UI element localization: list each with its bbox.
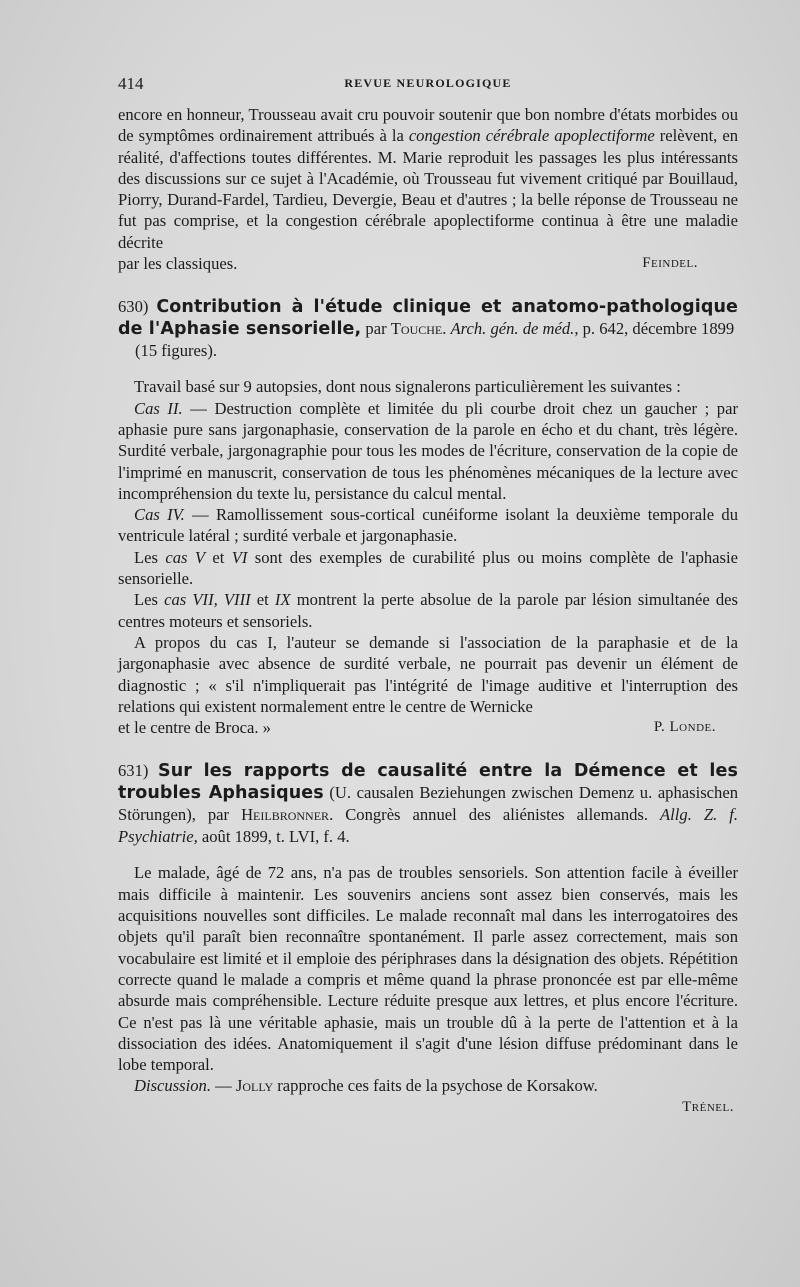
page-body [118,104,738,1118]
entry-630-cases-7-9: Les cas VII, VIII et IX montrent la perte absolue de la parole par lésion simultanée des centres moteurs et sensoriels. [118,590,738,631]
entry-630-cases-5-6: Les cas V et VI sont des exemples de curabilité plus ou moins complète de l'aphasie sensorielle. [118,547,738,589]
running-head: REVUE NEUROLOGIQUE [344,76,512,90]
page-header [118,74,738,96]
entry-631-summary: Le malade, âgé de 72 ans, n'a pas de troubles sensoriels. Son attention facile à éveiller mais difficile à maintenir. Les souvenirs anciens sont assez bien conservés, mais les acquisitions nouvelles sont difficiles. Le malade reconnaît mal dans les interrogatoires des objets qu'il paraît bien reconnaître spontanément. Il parle assez correctement, mais son vocabulaire est limité et il emploie des périphrases dans la désignation des objets. Répétition correcte quand le malade a compris et même quand la phrase prononcée est par elle-même absurde mais compréhensible. Lecture réduite presque aux lettres, et plus encore l'écriture. Ce n'est pas là une véritable aphasie, mais un trouble dû à la perte de l'attention et à la dissociation des idées. Anatomiquement il s'agit d'une lésion diffuse prédominant dans le lobe temporal. [118,863,738,1075]
entry-630-intro: Travail basé sur 9 autopsies, dont nous signalerons particulièrement les suivantes : [134,377,681,397]
prev-review-paragraph: encore en honneur, Trousseau avait cru pouvoir soutenir que bon nombre d'états morbides ou de symptômes ordinairement attribués à la congestion cérébrale apoplectiforme relèvent, en réalité, d'affections toutes différentes. M. Marie reproduit les passages les plus intéressants des discussions sur ce sujet à l'Académie, où Trousseau fut vivement critiqué par Bouillaud, Piorry, Durand-Fardel, Tardieu, Devergie, Beau et d'autres ; la belle réponse de Trousseau ne fut pas comprise, et la congestion cérébrale apoplectiforme continua à être une maladie décrite [118,105,738,252]
entry-number: 631) [118,761,149,781]
entry-631-discussion: Discussion. — Jolly rapproche ces faits de la psychose de Korsakow. [134,1076,598,1096]
entry-630-last-line: et le centre de Broca. » [118,718,271,738]
entry-journal: Arch. gén. de méd. [450,319,575,339]
entry-title: Contribution à l'étude clinique et anatomo-pathologique de l'Aphasie sensorielle, [118,297,738,340]
entry-630-case-4: Cas IV. — Ramollissement sous-cortical cunéiforme isolant la deuxième temporale du ventricule latéral ; surdité verbale et jargonaphasie. [118,505,738,546]
entry-figures: (15 figures). [135,341,218,361]
entry-630-case-2: Cas II. — Destruction complète et limitée du pli courbe droit chez un gaucher ; par aphasie pure sans jargonaphasie, conservation de la parole en écho et du chant, très légère. Surdité verbale, jargonagraphie pour tous les modes de l'écriture, conservation de la copie de l'imprimé en manuscrit, conservation de tous les phénomènes mécaniques de la lecture avec incompréhension du texte lu, persistance du calcul mental. [118,398,738,503]
entry-author: Touche [390,319,443,339]
entry-630-conclusion: A propos du cas I, l'auteur se demande si l'association de la paraphasie et de la jargonaphasie avec absence de surdité verbale, ne pourrait pas devenir un élément de diagnostic ; « s'il n'impliquerait pas l'intégrité de l'image auditive et l'interruption des relations qui existent normalement entre le centre de Wernicke [118,632,738,716]
reviewer-signature: Trénel. [682,1098,734,1115]
entry-journal: Allg. Z. f. Psychiatrie, [118,805,738,847]
reviewer-signature: Feindel. [642,255,698,272]
entry-title: Sur les rapports de causalité entre la Démence et les troubles Aphasiques [118,761,739,804]
entry-630-closing [118,717,738,738]
reviewer-signature: P. Londe. [653,719,716,736]
page-number: 414 [118,74,144,93]
entry-author: Heilbronner [241,805,330,825]
prev-review-closing [118,253,738,274]
prev-review-last-line: par les classiques. [118,254,238,274]
entry-631-heading: 631) Sur les rapports de causalité entre la Démence et les troubles Aphasiques (U. causalen Beziehungen zwischen Demenz u. aphasischen Störungen), par Heilbronner. Congrès annuel des aliénistes allemands. Allg. Z. f. Psychiatrie, août 1899, t. LVI, f. 4. [118,761,739,847]
entry-number: 630) [118,297,149,317]
entry-630-heading: 630) Contribution à l'étude clinique et anatomo-pathologique de l'Aphasie sensorielle, par Touche. Arch. gén. de méd., p. 642, décembre 1899 (15 figures). [118,297,738,361]
